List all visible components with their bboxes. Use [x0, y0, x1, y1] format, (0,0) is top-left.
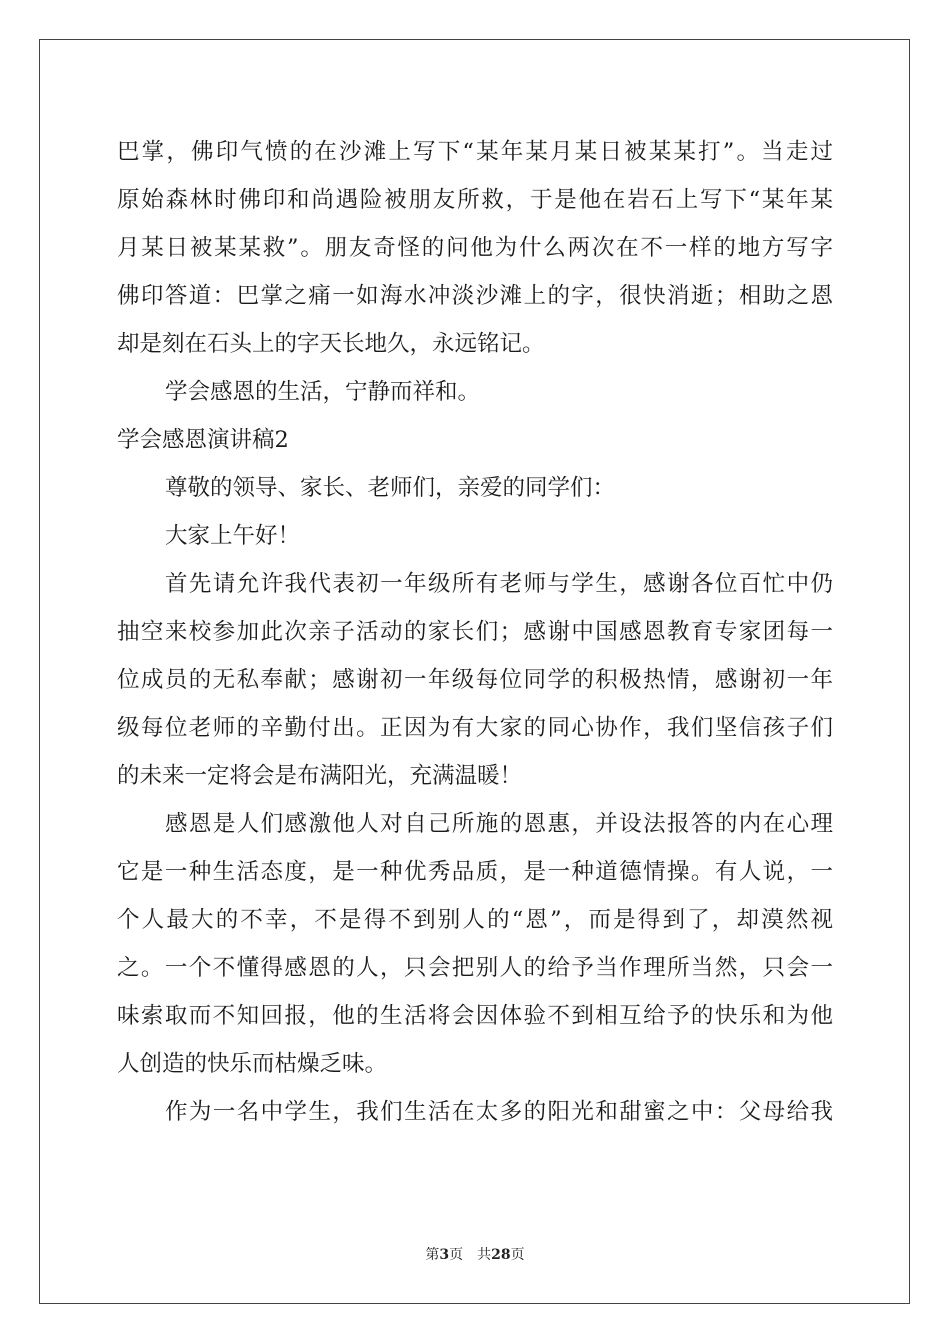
- paragraph-line: 尊敬的领导、家长、老师们，亲爱的同学们：: [165, 475, 616, 501]
- paragraph-line: 巴掌，佛印气愤的在沙滩上写下“某年某月某日被某某打”。当走过: [117, 139, 833, 165]
- paragraph: [117, 368, 833, 416]
- footer-page-number: 3: [439, 1247, 450, 1263]
- paragraph-line: 它是一种生活态度，是一种优秀品质，是一种道德情操。有人说，一: [117, 859, 833, 885]
- paragraph: [117, 800, 833, 1088]
- paragraph-line: 之。一个不懂得感恩的人，只会把别人的给予当作理所当然，只会一: [117, 955, 833, 981]
- paragraph-line: 味索取而不知回报，他的生活将会因体验不到相互给予的快乐和为他: [117, 1003, 833, 1029]
- document-body: [117, 128, 833, 1136]
- page-footer: [0, 1244, 950, 1264]
- paragraph-line: 人创造的快乐而枯燥乏味。: [117, 1051, 388, 1077]
- paragraph-line: 个人最大的不幸，不是得不到别人的“恩”，而是得到了，却漠然视: [117, 907, 833, 933]
- paragraph-line: 学会感恩的生活，宁静而祥和。: [165, 379, 481, 405]
- paragraph-line: 大家上午好！: [165, 523, 301, 549]
- footer-total-prefix: 共: [477, 1247, 492, 1263]
- paragraph: [117, 512, 833, 560]
- paragraph: [117, 1088, 833, 1136]
- paragraph-line: 作为一名中学生，我们生活在太多的阳光和甜蜜之中：父母给我: [165, 1099, 833, 1125]
- section-heading: 学会感恩演讲稿2: [117, 427, 289, 453]
- footer-total-pages: 28: [491, 1247, 511, 1263]
- paragraph: [117, 128, 833, 368]
- paragraph-line: 级每位老师的辛勤付出。正因为有大家的同心协作，我们坚信孩子们: [117, 715, 833, 741]
- paragraph-line: 位成员的无私奉献；感谢初一年级每位同学的积极热情，感谢初一年: [117, 667, 833, 693]
- paragraph-line: 抽空来校参加此次亲子活动的家长们；感谢中国感恩教育专家团每一: [117, 619, 833, 645]
- paragraph-line: 月某日被某某救”。朋友奇怪的问他为什么两次在不一样的地方写字: [117, 235, 833, 261]
- paragraph-line: 的未来一定将会是布满阳光，充满温暖！: [117, 763, 523, 789]
- footer-total-suffix: 页: [510, 1247, 525, 1263]
- paragraph: [117, 464, 833, 512]
- paragraph: [117, 560, 833, 800]
- paragraph-line: 首先请允许我代表初一年级所有老师与学生，感谢各位百忙中仍: [165, 571, 833, 597]
- paragraph-line: 佛印答道：巴掌之痛一如海水冲淡沙滩上的字，很快消逝；相助之恩: [117, 283, 833, 309]
- footer-page-prefix: 第: [425, 1247, 440, 1263]
- footer-page-suffix: 页: [449, 1247, 464, 1263]
- paragraph-line: 感恩是人们感激他人对自己所施的恩惠，并设法报答的内在心理: [165, 811, 833, 837]
- paragraph-line: 原始森林时佛印和尚遇险被朋友所救，于是他在岩石上写下“某年某: [117, 187, 833, 213]
- paragraph-line: 却是刻在石头上的字天长地久，永远铭记。: [117, 331, 545, 357]
